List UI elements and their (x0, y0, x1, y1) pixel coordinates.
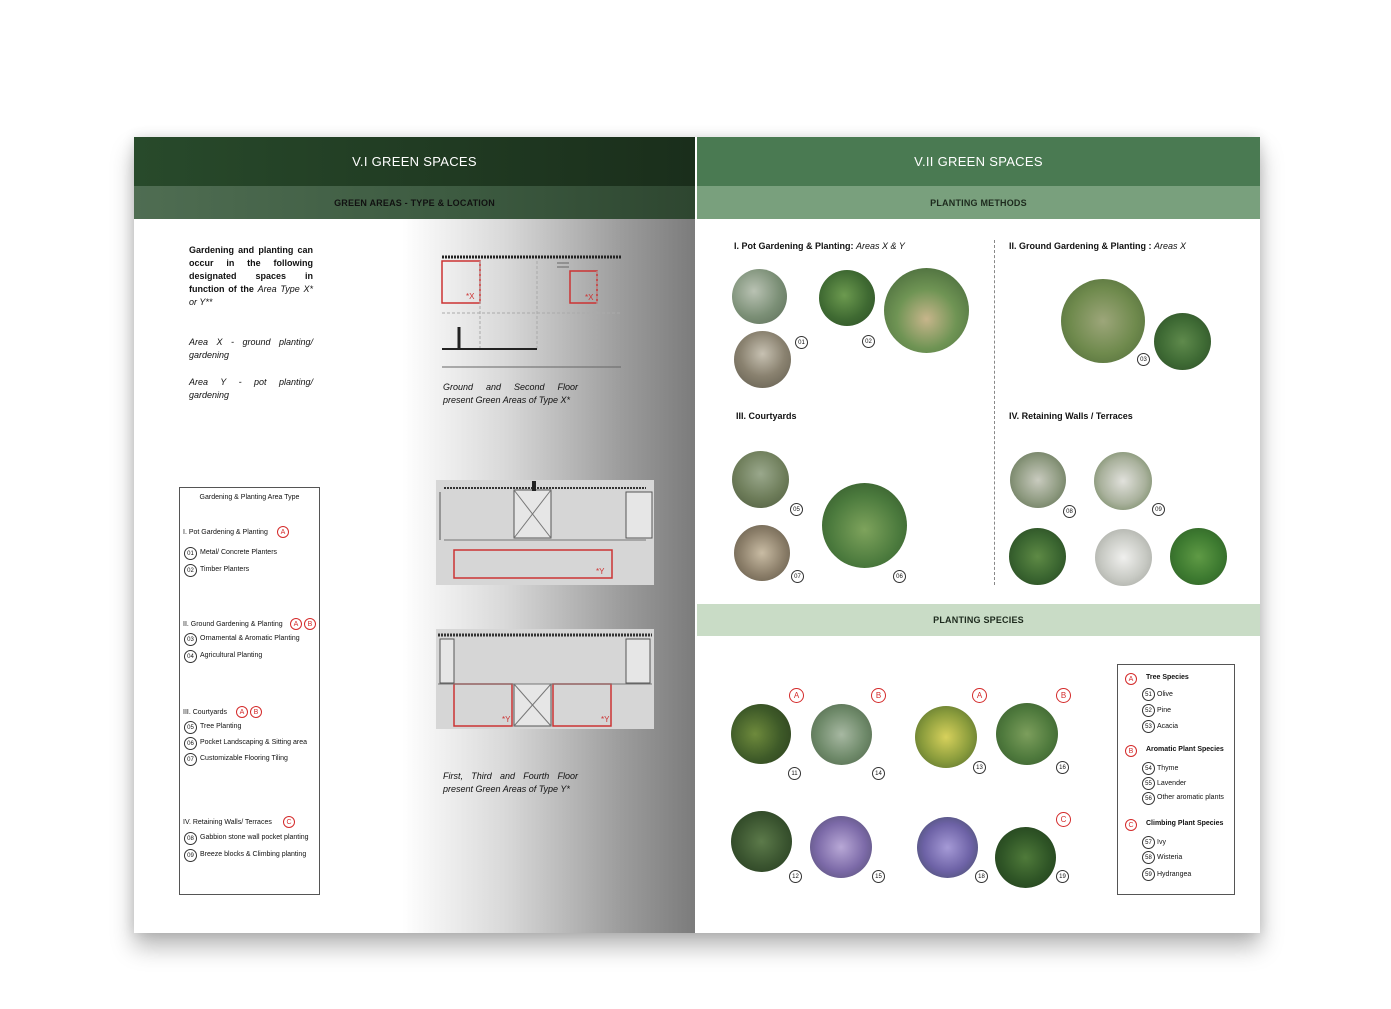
legend-item: Customizable Flooring Tiling (200, 755, 288, 762)
method-num-02: 02 (862, 335, 875, 348)
legend-letter-b: B (1125, 745, 1137, 757)
photo-wisteria (917, 817, 978, 878)
legend-num: 52 (1142, 704, 1155, 717)
legend-num-04: 04 (184, 650, 197, 663)
species-num-13: 13 (973, 761, 986, 774)
photo-gabion-wall (1010, 452, 1066, 508)
photo-aromatic-field (996, 703, 1058, 765)
species-letter-a: A (972, 688, 987, 703)
legend-group-aromatic: Aromatic Plant Species (1146, 746, 1224, 753)
method-num-05: 05 (790, 503, 803, 516)
right-page-title: V.II GREEN SPACES (697, 137, 1260, 186)
species-legend (1117, 664, 1235, 895)
species-num-18: 18 (975, 870, 988, 883)
area-type-legend (179, 487, 320, 895)
legend-group-courtyards: III. Courtyards (183, 709, 227, 716)
legend-num-09: 09 (184, 849, 197, 862)
legend-group-tree: Tree Species (1146, 674, 1189, 681)
photo-agricultural-planting (1154, 313, 1211, 370)
photo-ivy (995, 827, 1056, 888)
method-num-09: 09 (1152, 503, 1165, 516)
section-ground-heading: II. Ground Gardening & Planting : Areas X (1009, 241, 1187, 251)
photo-metal-planters (732, 269, 787, 324)
legend-item: Ornamental & Aromatic Planting (200, 635, 300, 642)
photo-timber-planters-1 (819, 270, 875, 326)
legend-letter-c: C (283, 816, 295, 828)
legend-num-06: 06 (184, 737, 197, 750)
photo-timber-planters-2 (884, 268, 969, 353)
legend-letter-a: A (277, 526, 289, 538)
plan-label-y1: *Y (596, 567, 605, 576)
legend-num-01: 01 (184, 547, 197, 560)
method-num-06: 06 (893, 570, 906, 583)
section-walls-heading: IV. Retaining Walls / Terraces (1009, 411, 1133, 421)
plan-label-x2: *X (585, 293, 594, 302)
method-num-01: 01 (795, 336, 808, 349)
brochure-spread (134, 137, 1260, 933)
legend-num-02: 02 (184, 564, 197, 577)
plan-caption-2: First, Third and Fourth Floor present Green Areas of Type Y* (443, 771, 578, 794)
legend-group-walls: IV. Retaining Walls/ Terraces (183, 819, 272, 826)
legend-item: Wisteria (1157, 854, 1183, 861)
photo-acacia (915, 706, 977, 768)
legend-item: Olive (1157, 691, 1173, 698)
section-divider (994, 240, 995, 585)
species-num-19: 19 (1056, 870, 1069, 883)
intro-paragraph: Gardening and planting can occur in the following designated spaces in function of the Area Type X* or Y** (189, 245, 313, 307)
species-letter-a: A (789, 688, 804, 703)
method-num-07: 07 (791, 570, 804, 583)
legend-num: 51 (1142, 688, 1155, 701)
left-page-subtitle: GREEN AREAS - TYPE & LOCATION (134, 186, 695, 219)
legend-item: Lavender (1157, 780, 1187, 787)
section-courtyards-heading: III. Courtyards (736, 411, 797, 421)
photo-climbing-plants (1170, 528, 1227, 585)
legend-item: Hydrangea (1157, 871, 1192, 878)
photo-lavender (810, 816, 872, 878)
legend-num: 57 (1142, 836, 1155, 849)
species-num-12: 12 (789, 870, 802, 883)
legend-item: Pine (1157, 707, 1172, 714)
method-num-03: 03 (1137, 353, 1150, 366)
legend-item: Timber Planters (200, 566, 250, 573)
legend-group-pot: I. Pot Gardening & Planting (183, 529, 268, 536)
floor-plan-first (436, 480, 654, 585)
species-letter-c: C (1056, 812, 1071, 827)
legend-item: Agricultural Planting (200, 652, 263, 659)
legend-num-05: 05 (184, 721, 197, 734)
legend-num: 56 (1142, 792, 1155, 805)
legend-num: 58 (1142, 851, 1155, 864)
legend-letter-c: C (1125, 819, 1137, 831)
floor-plan-ground-second (439, 249, 624, 369)
photo-tree-planting (732, 451, 789, 508)
photo-green-wall (1009, 528, 1066, 585)
photo-concrete-planters (734, 331, 791, 388)
species-num-14: 14 (872, 767, 885, 780)
left-page-title: V.I GREEN SPACES (134, 137, 695, 186)
plan-caption-1: Ground and Second Floor present Green Areas of Type X* (443, 382, 578, 405)
legend-letter-a: A (290, 618, 302, 630)
legend-item: Metal/ Concrete Planters (200, 549, 278, 556)
photo-thyme (811, 704, 872, 765)
area-y-note: Area Y - pot planting/ gardening (189, 377, 313, 400)
legend-num: 53 (1142, 720, 1155, 733)
species-letter-b: B (1056, 688, 1071, 703)
legend-letter-a: A (1125, 673, 1137, 685)
legend-item: Gabbion stone wall pocket planting (200, 834, 309, 841)
legend-letter-b: B (304, 618, 316, 630)
area-x-note: Area X - ground planting/ gardening (189, 337, 313, 360)
legend-item: Acacia (1157, 723, 1179, 730)
legend-item: Tree Planting (200, 723, 242, 730)
legend-item: Breeze blocks & Climbing planting (200, 851, 307, 858)
photo-block-pattern (1095, 529, 1152, 586)
photo-pocket-landscaping (822, 483, 907, 568)
species-num-15: 15 (872, 870, 885, 883)
species-letter-b: B (871, 688, 886, 703)
floor-plan-third-fourth (436, 629, 654, 729)
legend-group-ground: II. Ground Gardening & Planting (183, 621, 283, 628)
legend-num-08: 08 (184, 832, 197, 845)
legend-item: Ivy (1157, 839, 1166, 846)
photo-ornamental-planting (1061, 279, 1145, 363)
legend-group-climbing: Climbing Plant Species (1146, 820, 1224, 827)
right-page-subtitle: PLANTING METHODS (697, 186, 1260, 219)
planting-species-title: PLANTING SPECIES (697, 604, 1260, 636)
legend-item: Other aromatic plants (1157, 794, 1224, 801)
plan-label-y3: *Y (601, 715, 610, 724)
legend-num-03: 03 (184, 633, 197, 646)
plan-label-y2: *Y (502, 715, 511, 724)
legend-letter-a: A (236, 706, 248, 718)
photo-olive (731, 704, 791, 764)
legend-item: Thyme (1157, 765, 1179, 772)
legend-num-07: 07 (184, 753, 197, 766)
photo-pine (731, 811, 792, 872)
plan-label-x1: *X (466, 292, 475, 301)
section-pot-heading: I. Pot Gardening & Planting: Areas X & Y (734, 241, 905, 251)
method-num-08: 08 (1063, 505, 1076, 518)
legend-num: 54 (1142, 762, 1155, 775)
legend-title: Gardening & Planting Area Type (199, 494, 300, 501)
photo-breeze-blocks (1094, 452, 1152, 510)
legend-num: 59 (1142, 868, 1155, 881)
legend-item: Pocket Landscaping & Sitting area (200, 739, 308, 746)
legend-letter-b: B (250, 706, 262, 718)
species-num-11: 11 (788, 767, 801, 780)
legend-num: 55 (1142, 777, 1155, 790)
photo-courtyard-tiling (734, 525, 790, 581)
species-num-16: 16 (1056, 761, 1069, 774)
